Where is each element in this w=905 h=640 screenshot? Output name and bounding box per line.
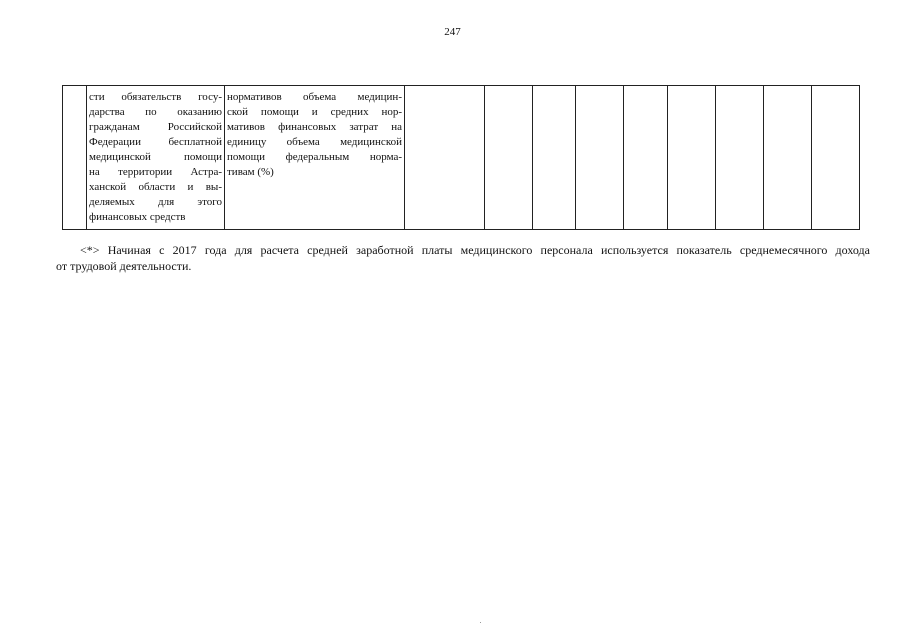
page-number: 247 (444, 26, 461, 38)
cell-empty (764, 86, 812, 230)
cell-empty (716, 86, 764, 230)
indicator-line: ской помощи и средних нор- (227, 106, 402, 118)
goal-line: ханской области и вы- (89, 181, 222, 193)
cell-empty (668, 86, 716, 230)
indicator-line: нормативов объема медицин- (227, 91, 402, 103)
indicator-line: тивам (%) (227, 166, 274, 178)
cell-row-number (63, 86, 87, 230)
indicator-line: мативов финансовых затрат на (227, 121, 402, 133)
goal-line: финансовых средств (89, 211, 186, 223)
cell-empty (405, 86, 485, 230)
goal-text-block (87, 86, 224, 225)
footnote-line: от трудовой деятельности. (56, 259, 192, 273)
goal-line: дарства по оказанию (89, 106, 222, 118)
continuation-table (62, 85, 860, 230)
goal-line: на территории Астра- (89, 166, 222, 178)
indicator-text-block (225, 86, 404, 180)
scan-artifact (480, 622, 481, 623)
goal-line: деляемых для этого (89, 196, 222, 208)
cell-empty (485, 86, 533, 230)
footnote-line: <*> Начиная с 2017 года для расчета средней заработной платы медицинского персонала используется показатель среднемесячного дохода (80, 243, 870, 257)
cell-empty (812, 86, 860, 230)
goal-line: гражданам Российской (89, 121, 222, 133)
table-row (63, 86, 860, 230)
footnote (56, 242, 870, 274)
cell-empty (576, 86, 624, 230)
goal-line: медицинской помощи (89, 151, 222, 163)
cell-goal-text (87, 86, 225, 230)
cell-empty (624, 86, 668, 230)
goal-line: сти обязательств госу- (89, 91, 222, 103)
goal-line: Федерации бесплатной (89, 136, 222, 148)
cell-indicator-text (225, 86, 405, 230)
indicator-line: помощи федеральным норма- (227, 151, 402, 163)
indicator-line: единицу объема медицинской (227, 136, 402, 148)
cell-empty (533, 86, 576, 230)
